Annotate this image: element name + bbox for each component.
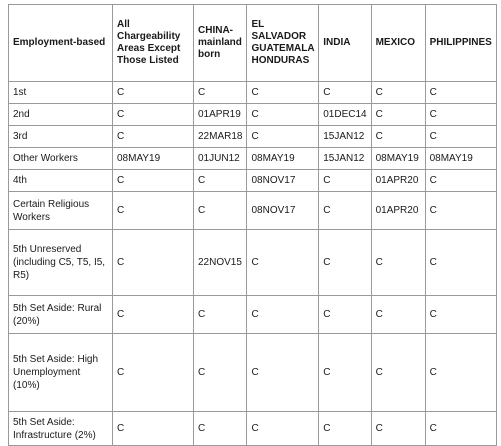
table-cell: C [425, 82, 496, 104]
table-cell: 01APR20 [371, 192, 425, 230]
table-cell: C [319, 192, 371, 230]
table-cell: C [425, 334, 496, 412]
row-label: 1st [9, 82, 113, 104]
header-el-salvador-guatemala-honduras: EL SALVADOR GUATEMALA HONDURAS [247, 5, 319, 82]
table-cell: C [194, 192, 247, 230]
table-cell: C [194, 82, 247, 104]
table-cell: C [319, 334, 371, 412]
table-cell: C [247, 104, 319, 126]
table-cell: 15JAN12 [319, 148, 371, 170]
row-label: 2nd [9, 104, 113, 126]
row-label: 3rd [9, 126, 113, 148]
table-cell: C [113, 126, 194, 148]
table-cell: C [113, 170, 194, 192]
header-all-chargeability: All Chargeability Areas Except Those Listed [113, 5, 194, 82]
table-cell: C [113, 104, 194, 126]
table-row [9, 230, 497, 296]
row-label: 5th Set Aside: High Unemployment (10%) [9, 334, 113, 412]
table-cell: C [194, 334, 247, 412]
table-cell: C [113, 82, 194, 104]
table-cell: C [371, 412, 425, 446]
table-cell: 08NOV17 [247, 192, 319, 230]
table-cell: 08MAY19 [113, 148, 194, 170]
table-cell: C [319, 170, 371, 192]
row-label: Other Workers [9, 148, 113, 170]
table-header-row [9, 5, 497, 82]
table-cell: C [247, 334, 319, 412]
table-cell: C [319, 82, 371, 104]
table-cell: C [371, 104, 425, 126]
table-cell: C [371, 126, 425, 148]
table-cell: C [371, 82, 425, 104]
table-cell: 01APR19 [194, 104, 247, 126]
header-china: CHINA-mainland born [194, 5, 247, 82]
table-cell: C [247, 126, 319, 148]
table-cell: C [113, 230, 194, 296]
table-cell: 08MAY19 [247, 148, 319, 170]
table-cell: C [247, 412, 319, 446]
header-employment-based: Employment-based [9, 5, 113, 82]
header-india: INDIA [319, 5, 371, 82]
table-cell: C [425, 192, 496, 230]
header-mexico: MEXICO [371, 5, 425, 82]
employment-based-dates-table [8, 4, 497, 446]
table-cell: C [425, 230, 496, 296]
table-cell: 08MAY19 [425, 148, 496, 170]
header-philippines: PHILIPPINES [425, 5, 496, 82]
table-cell: C [425, 126, 496, 148]
table-row [9, 104, 497, 126]
table-cell: C [247, 296, 319, 334]
table-cell: C [194, 412, 247, 446]
row-label: 4th [9, 170, 113, 192]
table-cell: 01DEC14 [319, 104, 371, 126]
table-cell: C [319, 296, 371, 334]
table-row [9, 296, 497, 334]
table-cell: C [247, 82, 319, 104]
table-cell: C [425, 412, 496, 446]
table-row [9, 192, 497, 230]
table-cell: 08NOV17 [247, 170, 319, 192]
table-cell: C [247, 230, 319, 296]
table-cell: C [425, 170, 496, 192]
table-cell: 01APR20 [371, 170, 425, 192]
table-cell: C [425, 104, 496, 126]
table-cell: C [319, 412, 371, 446]
table-cell: C [113, 192, 194, 230]
table-cell: C [113, 296, 194, 334]
table-row [9, 170, 497, 192]
table-cell: C [371, 230, 425, 296]
table-row [9, 126, 497, 148]
table-row [9, 334, 497, 412]
row-label: Certain Religious Workers [9, 192, 113, 230]
table-cell: C [194, 170, 247, 192]
table-row [9, 412, 497, 446]
table-row [9, 82, 497, 104]
table-cell: C [113, 334, 194, 412]
table-cell: 08MAY19 [371, 148, 425, 170]
row-label: 5th Set Aside: Infrastructure (2%) [9, 412, 113, 446]
table-row [9, 148, 497, 170]
table-cell: 22NOV15 [194, 230, 247, 296]
table-cell: C [425, 296, 496, 334]
table-cell: 22MAR18 [194, 126, 247, 148]
table-cell: C [194, 296, 247, 334]
row-label: 5th Set Aside: Rural (20%) [9, 296, 113, 334]
table-cell: 01JUN12 [194, 148, 247, 170]
table-cell: C [319, 230, 371, 296]
table-cell: C [371, 334, 425, 412]
table-cell: 15JAN12 [319, 126, 371, 148]
visa-bulletin-table-container [8, 4, 497, 446]
row-label: 5th Unreserved (including C5, T5, I5, R5) [9, 230, 113, 296]
table-cell: C [113, 412, 194, 446]
table-cell: C [371, 296, 425, 334]
